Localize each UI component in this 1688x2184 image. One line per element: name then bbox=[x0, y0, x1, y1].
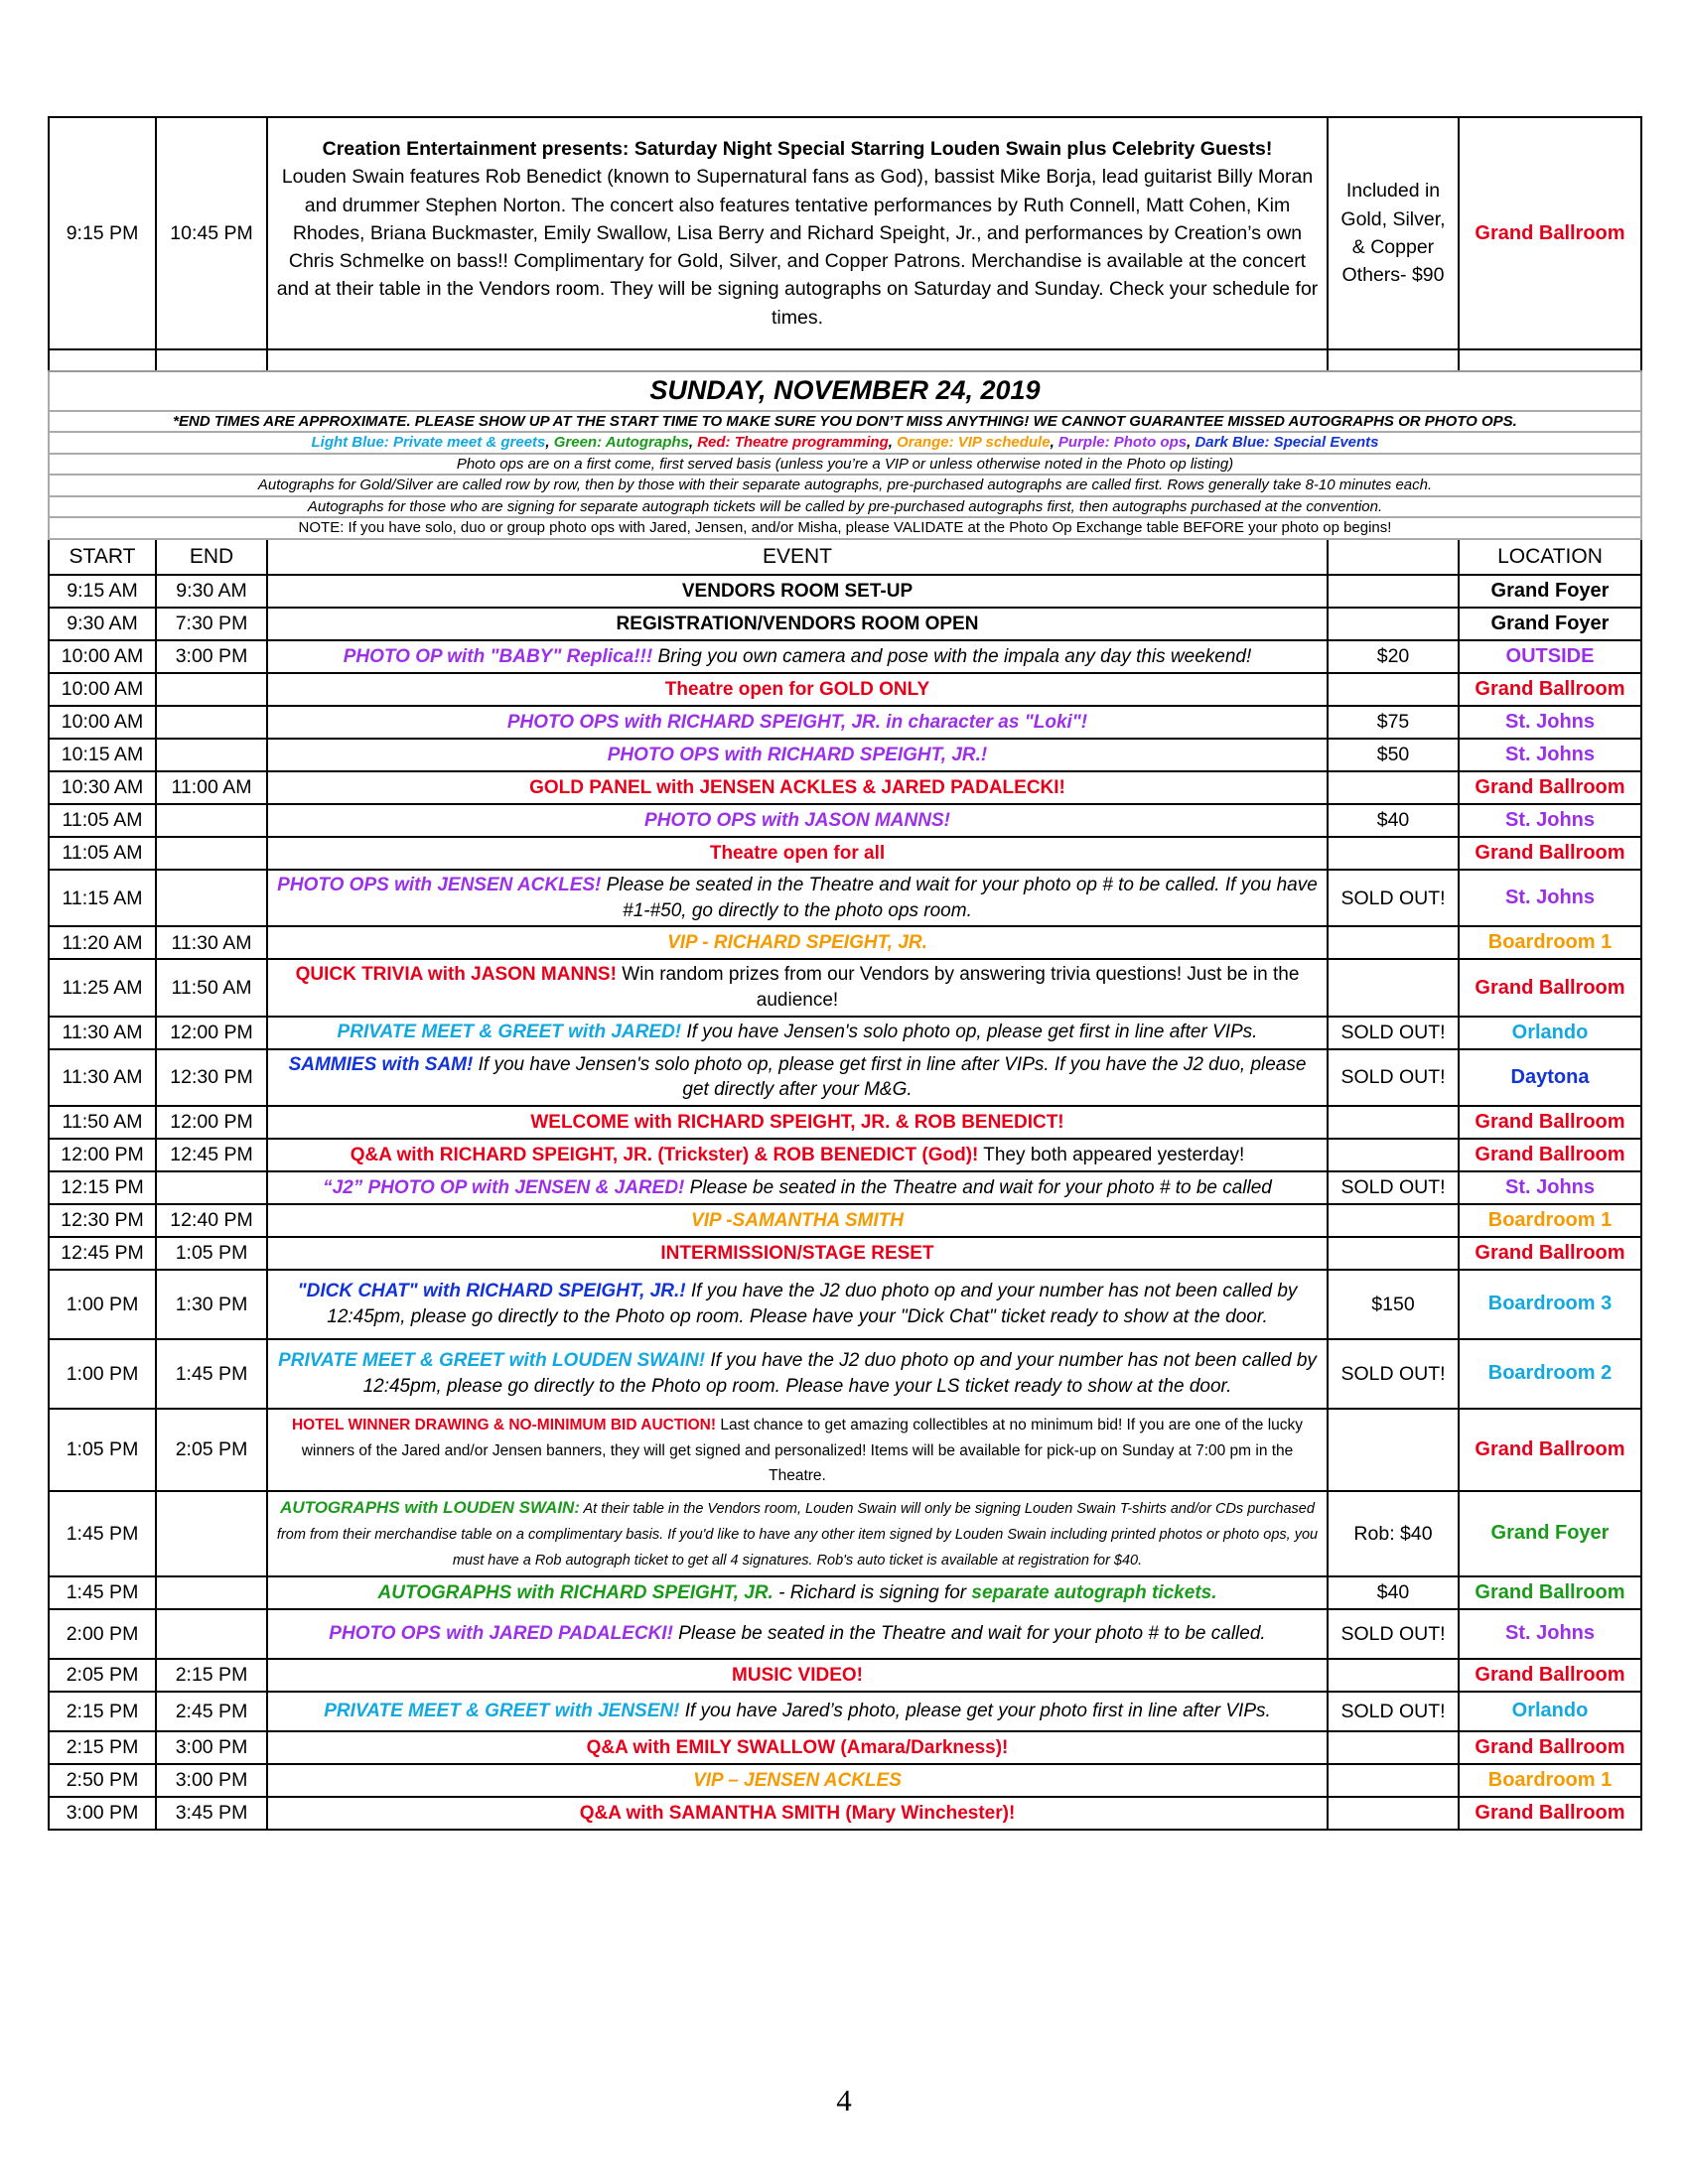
validate-note: NOTE: If you have solo, duo or group photo ops with Jared, Jensen, and/or Misha, please VALIDATE at the Photo Op Exchange table BEFORE your photo op begins! bbox=[298, 519, 1392, 537]
header-end: END bbox=[156, 539, 267, 575]
price: SOLD OUT! bbox=[1328, 1692, 1459, 1731]
event-title: "DICK CHAT" with RICHARD SPEIGHT, JR.! bbox=[297, 1281, 686, 1302]
schedule-row bbox=[49, 837, 1641, 870]
event-title: GOLD PANEL with JENSEN ACKLES & JARED PADALECKI! bbox=[529, 776, 1065, 798]
legend-item: Green: Autographs bbox=[553, 434, 689, 452]
event-title: QUICK TRIVIA with JASON MANNS! bbox=[295, 964, 617, 986]
price: Rob: $40 bbox=[1328, 1491, 1459, 1576]
price bbox=[1328, 608, 1459, 640]
start-time: 9:30 AM bbox=[49, 608, 156, 640]
end-time: 10:45 PM bbox=[156, 117, 267, 349]
location: Grand Ballroom bbox=[1459, 117, 1641, 349]
location: Grand Ballroom bbox=[1459, 837, 1641, 870]
event-cell bbox=[267, 1106, 1328, 1139]
event-description: Please be seated in the Theatre and wait for your photo # to be called. bbox=[672, 1623, 1266, 1645]
event-title: Q&A with SAMANTHA SMITH (Mary Winchester)! bbox=[579, 1802, 1016, 1824]
schedule-row bbox=[49, 673, 1641, 706]
saturday-concert-row bbox=[49, 117, 1641, 349]
start-time: 2:00 PM bbox=[49, 1609, 156, 1659]
schedule-row bbox=[49, 959, 1641, 1016]
banner-cell bbox=[49, 371, 1641, 539]
event-title: PHOTO OPS with JASON MANNS! bbox=[644, 809, 950, 831]
event-description: They both appeared yesterday! bbox=[978, 1144, 1245, 1165]
event-cell bbox=[267, 706, 1328, 739]
end-time: 12:40 PM bbox=[156, 1204, 267, 1237]
price bbox=[1328, 1237, 1459, 1270]
legend-separator: , bbox=[545, 434, 554, 452]
price: SOLD OUT! bbox=[1328, 1609, 1459, 1659]
end-time: 2:15 PM bbox=[156, 1659, 267, 1692]
event-title: Q&A with RICHARD SPEIGHT, JR. (Trickster) & ROB BENEDICT (God)! bbox=[350, 1144, 979, 1165]
event-description: If you have the J2 duo photo op and your number has not been called by 12:45pm, please go directly to the Photo op room. Please have your LS ticket ready to show at the door. bbox=[362, 1350, 1317, 1397]
event-cell bbox=[267, 926, 1328, 959]
event-cell bbox=[267, 1764, 1328, 1797]
price: $40 bbox=[1328, 804, 1459, 837]
location: Orlando bbox=[1459, 1692, 1641, 1731]
event-title: VENDORS ROOM SET-UP bbox=[681, 580, 914, 602]
legend-item: Purple: Photo ops bbox=[1057, 434, 1188, 452]
event-title: PRIVATE MEET & GREET with JENSEN! bbox=[324, 1701, 680, 1722]
price: SOLD OUT! bbox=[1328, 1171, 1459, 1204]
event-title: “J2” PHOTO OP with JENSEN & JARED! bbox=[323, 1176, 685, 1198]
end-time: 1:30 PM bbox=[156, 1270, 267, 1339]
schedule-row bbox=[49, 1692, 1641, 1731]
end-time: 3:45 PM bbox=[156, 1797, 267, 1830]
event-title: Theatre open for GOLD ONLY bbox=[664, 678, 930, 700]
event-cell bbox=[267, 608, 1328, 640]
start-time: 12:45 PM bbox=[49, 1237, 156, 1270]
start-time: 11:30 AM bbox=[49, 1049, 156, 1106]
event-title: PRIVATE MEET & GREET with JARED! bbox=[337, 1022, 682, 1043]
event-cell bbox=[267, 1491, 1328, 1576]
price bbox=[1328, 771, 1459, 804]
price: SOLD OUT! bbox=[1328, 1339, 1459, 1409]
price bbox=[1328, 1764, 1459, 1797]
event-description: If you have Jared’s photo, please get your photo first in line after VIPs. bbox=[679, 1701, 1271, 1722]
start-time: 1:00 PM bbox=[49, 1339, 156, 1409]
spacer-row bbox=[49, 349, 1641, 371]
price bbox=[1328, 1139, 1459, 1171]
start-time: 2:05 PM bbox=[49, 1659, 156, 1692]
event-description: If you have Jensen's solo photo op, please get first in line after VIPs. If you have the J2 duo, please get directly after your M&G. bbox=[473, 1053, 1307, 1101]
schedule-row bbox=[49, 1017, 1641, 1049]
price bbox=[1328, 1409, 1459, 1491]
price: SOLD OUT! bbox=[1328, 870, 1459, 926]
end-time: 3:00 PM bbox=[156, 1764, 267, 1797]
color-legend bbox=[50, 433, 1640, 455]
price bbox=[1328, 673, 1459, 706]
start-time: 10:00 AM bbox=[49, 673, 156, 706]
page-number: 4 bbox=[836, 2083, 852, 2117]
start-time: 12:30 PM bbox=[49, 1204, 156, 1237]
start-time: 12:00 PM bbox=[49, 1139, 156, 1171]
end-time: 7:30 PM bbox=[156, 608, 267, 640]
event-cell bbox=[267, 739, 1328, 771]
event-cell bbox=[267, 1237, 1328, 1270]
schedule-row bbox=[49, 1731, 1641, 1764]
event-description: If you have Jensen's solo photo op, please get first in line after VIPs. bbox=[681, 1022, 1258, 1043]
schedule-row bbox=[49, 1609, 1641, 1659]
autographs-separate-note: Autographs for those who are signing for separate autograph tickets will be called by pre-purchased autographs first, then autographs purchased at the convention. bbox=[50, 497, 1640, 519]
schedule-row bbox=[49, 1171, 1641, 1204]
start-time: 2:50 PM bbox=[49, 1764, 156, 1797]
location: Boardroom 2 bbox=[1459, 1339, 1641, 1409]
end-time: 12:30 PM bbox=[156, 1049, 267, 1106]
price: $40 bbox=[1328, 1576, 1459, 1609]
schedule-row bbox=[49, 1339, 1641, 1409]
location: St. Johns bbox=[1459, 1609, 1641, 1659]
location: Grand Ballroom bbox=[1459, 1106, 1641, 1139]
location: Grand Ballroom bbox=[1459, 1576, 1641, 1609]
price bbox=[1328, 1204, 1459, 1237]
event-title: VIP -SAMANTHA SMITH bbox=[691, 1209, 904, 1231]
legend-separator: , bbox=[1050, 434, 1058, 452]
location: St. Johns bbox=[1459, 1171, 1641, 1204]
event-description-emphasis: separate autograph tickets. bbox=[971, 1581, 1217, 1603]
event-description: If you have the J2 duo photo op and your number has not been called by 12:45pm, please go directly to the Photo op room. Please have your "Dick Chat" ticket ready to show at the door. bbox=[327, 1281, 1298, 1327]
event-title: Theatre open for all bbox=[709, 842, 886, 864]
event-title: SAMMIES with SAM! bbox=[288, 1053, 474, 1075]
start-time: 1:45 PM bbox=[49, 1576, 156, 1609]
location: St. Johns bbox=[1459, 870, 1641, 926]
end-time: 9:30 AM bbox=[156, 575, 267, 608]
header-start: START bbox=[49, 539, 156, 575]
schedule-page bbox=[48, 116, 1640, 1831]
end-time: 1:45 PM bbox=[156, 1339, 267, 1409]
location: Boardroom 1 bbox=[1459, 926, 1641, 959]
location: Grand Ballroom bbox=[1459, 1659, 1641, 1692]
location: Orlando bbox=[1459, 1017, 1641, 1049]
day-heading: SUNDAY, NOVEMBER 24, 2019 bbox=[50, 372, 1640, 412]
legend-separator: , bbox=[1187, 434, 1196, 452]
event-title: VIP – JENSEN ACKLES bbox=[693, 1769, 902, 1791]
schedule-row bbox=[49, 706, 1641, 739]
end-time: 11:00 AM bbox=[156, 771, 267, 804]
end-time bbox=[156, 739, 267, 771]
schedule-row bbox=[49, 575, 1641, 608]
schedule-row bbox=[49, 1797, 1641, 1830]
event-cell bbox=[267, 1017, 1328, 1049]
start-time: 2:15 PM bbox=[49, 1731, 156, 1764]
price bbox=[1328, 926, 1459, 959]
end-time bbox=[156, 673, 267, 706]
location: Grand Ballroom bbox=[1459, 1797, 1641, 1830]
location: St. Johns bbox=[1459, 706, 1641, 739]
end-time bbox=[156, 870, 267, 926]
schedule-row bbox=[49, 1491, 1641, 1576]
event-title: AUTOGRAPHS with LOUDEN SWAIN: bbox=[280, 1498, 580, 1518]
end-time: 1:05 PM bbox=[156, 1237, 267, 1270]
legend-item: Orange: VIP schedule bbox=[897, 434, 1051, 452]
start-time: 11:50 AM bbox=[49, 1106, 156, 1139]
schedule-row bbox=[49, 1270, 1641, 1339]
event-description: Louden Swain features Rob Benedict (known to Supernatural fans as God), bassist Mike Borja, lead guitarist Billy Moran and drummer Stephen Norton. The concert also features tentative performances by Ruth Connell, Matt Cohen, Kim Rhodes, Briana Buckmaster, Emily Swallow, Lisa Berry and Richard Speight, Jr., and performances by Creation’s own Chris Schmelke on bass!! Complimentary for Gold, Silver, and Copper Patrons. Merchandise is available at the concert and at their table in the Vendors room. They will be signing autographs on Saturday and Sunday. Check your schedule for times. bbox=[276, 166, 1319, 329]
start-time: 11:15 AM bbox=[49, 870, 156, 926]
location: Grand Ballroom bbox=[1459, 771, 1641, 804]
event-title: MUSIC VIDEO! bbox=[732, 1664, 863, 1686]
event-cell bbox=[267, 1204, 1328, 1237]
event-cell bbox=[267, 1797, 1328, 1830]
event-cell bbox=[267, 870, 1328, 926]
autographs-gold-note: Autographs for Gold/Silver are called row by row, then by those with their separate autographs, pre-purchased autographs are called first. Rows generally take 8-10 minutes each. bbox=[50, 476, 1640, 497]
event-cell bbox=[267, 771, 1328, 804]
event-title: PHOTO OP with "BABY" Replica!!! bbox=[343, 645, 653, 667]
price bbox=[1328, 575, 1459, 608]
event-cell bbox=[267, 959, 1328, 1016]
event-title: Q&A with EMILY SWALLOW (Amara/Darkness)! bbox=[586, 1736, 1009, 1758]
price bbox=[1328, 1659, 1459, 1692]
location: Boardroom 1 bbox=[1459, 1204, 1641, 1237]
schedule-row bbox=[49, 1049, 1641, 1106]
event-cell bbox=[267, 1339, 1328, 1409]
location: Grand Foyer bbox=[1459, 575, 1641, 608]
event-cell bbox=[267, 1609, 1328, 1659]
schedule-row bbox=[49, 804, 1641, 837]
location: Grand Ballroom bbox=[1459, 673, 1641, 706]
location: Grand Foyer bbox=[1459, 1491, 1641, 1576]
schedule-row bbox=[49, 640, 1641, 673]
legend-item: Dark Blue: Special Events bbox=[1195, 434, 1379, 452]
legend-separator: , bbox=[888, 434, 898, 452]
schedule-row bbox=[49, 608, 1641, 640]
event-title: PHOTO OPS with RICHARD SPEIGHT, JR. in character as "Loki"! bbox=[506, 711, 1088, 733]
event-cell bbox=[267, 1409, 1328, 1491]
event-cell bbox=[267, 1270, 1328, 1339]
end-time: 3:00 PM bbox=[156, 640, 267, 673]
start-time: 9:15 PM bbox=[49, 117, 156, 349]
event-description: - Richard is signing for bbox=[773, 1581, 972, 1603]
schedule-row bbox=[49, 1204, 1641, 1237]
event-description: Bring you own camera and pose with the impala any day this weekend! bbox=[652, 645, 1252, 667]
price bbox=[1328, 1731, 1459, 1764]
photo-ops-note: Photo ops are on a first come, first served basis (unless you’re a VIP or unless otherwise noted in the Photo op listing) bbox=[50, 455, 1640, 477]
location: Grand Ballroom bbox=[1459, 1731, 1641, 1764]
price: $20 bbox=[1328, 640, 1459, 673]
event-cell bbox=[267, 1576, 1328, 1609]
event-title: HOTEL WINNER DRAWING & NO-MINIMUM BID AUCTION! bbox=[291, 1416, 717, 1433]
event-cell bbox=[267, 575, 1328, 608]
price: $50 bbox=[1328, 739, 1459, 771]
location: Daytona bbox=[1459, 1049, 1641, 1106]
schedule-row bbox=[49, 1764, 1641, 1797]
location: Grand Ballroom bbox=[1459, 1139, 1641, 1171]
event-cell bbox=[267, 1731, 1328, 1764]
schedule-row bbox=[49, 926, 1641, 959]
price: SOLD OUT! bbox=[1328, 1049, 1459, 1106]
header-event: EVENT bbox=[267, 539, 1328, 575]
end-time: 3:00 PM bbox=[156, 1731, 267, 1764]
event-cell bbox=[267, 1139, 1328, 1171]
end-time: 11:50 AM bbox=[156, 959, 267, 1016]
end-time bbox=[156, 1171, 267, 1204]
price: Included in Gold, Silver, & Copper Others- $90 bbox=[1328, 117, 1459, 349]
start-time: 1:45 PM bbox=[49, 1491, 156, 1576]
header-location: LOCATION bbox=[1459, 539, 1641, 575]
end-time: 11:30 AM bbox=[156, 926, 267, 959]
schedule-row bbox=[49, 870, 1641, 926]
start-time: 3:00 PM bbox=[49, 1797, 156, 1830]
event-description: Last chance to get amazing collectibles at no minimum bid! If you are one of the lucky winners of the Jared and/or Jensen banners, they will get signed and personalized! Items will be available for pick-up on Sunday at 7:00 pm in the Theatre. bbox=[301, 1416, 1304, 1485]
header-row bbox=[49, 539, 1641, 575]
start-time: 10:00 AM bbox=[49, 640, 156, 673]
location: Grand Ballroom bbox=[1459, 1237, 1641, 1270]
end-time: 2:45 PM bbox=[156, 1692, 267, 1731]
start-time: 11:25 AM bbox=[49, 959, 156, 1016]
start-time: 10:30 AM bbox=[49, 771, 156, 804]
end-time bbox=[156, 837, 267, 870]
start-time: 11:05 AM bbox=[49, 837, 156, 870]
start-time: 10:15 AM bbox=[49, 739, 156, 771]
start-time: 11:20 AM bbox=[49, 926, 156, 959]
banner-row bbox=[49, 371, 1641, 539]
schedule-row bbox=[49, 771, 1641, 804]
location: Grand Foyer bbox=[1459, 608, 1641, 640]
location: Grand Ballroom bbox=[1459, 1409, 1641, 1491]
event-cell bbox=[267, 1692, 1328, 1731]
end-times-note: *END TIMES ARE APPROXIMATE. PLEASE SHOW UP AT THE START TIME TO MAKE SURE YOU DON’T MISS ANYTHING! WE CANNOT GUARANTEE MISSED AUTOGRAPHS OR PHOTO OPS. bbox=[50, 412, 1640, 434]
event-cell bbox=[267, 1049, 1328, 1106]
price bbox=[1328, 837, 1459, 870]
location: Grand Ballroom bbox=[1459, 959, 1641, 1016]
event-cell bbox=[267, 1659, 1328, 1692]
event-cell bbox=[267, 640, 1328, 673]
event-cell bbox=[267, 1171, 1328, 1204]
schedule-row bbox=[49, 1576, 1641, 1609]
start-time: 9:15 AM bbox=[49, 575, 156, 608]
event-title: VIP - RICHARD SPEIGHT, JR. bbox=[667, 932, 927, 954]
start-time: 2:15 PM bbox=[49, 1692, 156, 1731]
event-title: REGISTRATION/VENDORS ROOM OPEN bbox=[616, 613, 979, 634]
start-time: 11:05 AM bbox=[49, 804, 156, 837]
price: $150 bbox=[1328, 1270, 1459, 1339]
end-time bbox=[156, 1491, 267, 1576]
price bbox=[1328, 1797, 1459, 1830]
schedule-row bbox=[49, 1139, 1641, 1171]
event-description: Please be seated in the Theatre and wait for your photo op # to be called. If you have #1-#50, go directly to the photo ops room. bbox=[601, 875, 1318, 921]
event-cell bbox=[267, 117, 1328, 349]
legend-item: Light Blue: Private meet & greets bbox=[311, 434, 546, 452]
event-description: At their table in the Vendors room, Louden Swain will only be signing Louden Swain T-shirts and/or CDs purchased from from their merchandise table on a complimentary basis. If you'd like to have any other item signed by Louden Swain including printed photos or photo ops, you must have a Rob autograph ticket to get all 4 signatures. Rob's auto ticket is available at registration for $40. bbox=[276, 1501, 1319, 1569]
location: St. Johns bbox=[1459, 804, 1641, 837]
location: Boardroom 3 bbox=[1459, 1270, 1641, 1339]
end-time bbox=[156, 1576, 267, 1609]
schedule-row bbox=[49, 739, 1641, 771]
schedule-row bbox=[49, 1237, 1641, 1270]
price bbox=[1328, 1106, 1459, 1139]
event-title: WELCOME with RICHARD SPEIGHT, JR. & ROB BENEDICT! bbox=[530, 1111, 1064, 1133]
legend-separator: , bbox=[688, 434, 698, 452]
start-time: 1:00 PM bbox=[49, 1270, 156, 1339]
end-time: 12:00 PM bbox=[156, 1106, 267, 1139]
event-title: AUTOGRAPHS with RICHARD SPEIGHT, JR. bbox=[377, 1581, 774, 1603]
location: Boardroom 1 bbox=[1459, 1764, 1641, 1797]
price: $75 bbox=[1328, 706, 1459, 739]
legend-item: Red: Theatre programming bbox=[697, 434, 889, 452]
event-title: Creation Entertainment presents: Saturday Night Special Starring Louden Swain plus Celebrity Guests! bbox=[322, 138, 1273, 161]
location: St. Johns bbox=[1459, 739, 1641, 771]
end-time: 2:05 PM bbox=[156, 1409, 267, 1491]
price: SOLD OUT! bbox=[1328, 1017, 1459, 1049]
event-title: PRIVATE MEET & GREET with LOUDEN SWAIN! bbox=[278, 1350, 706, 1372]
event-cell bbox=[267, 673, 1328, 706]
end-time bbox=[156, 706, 267, 739]
end-time bbox=[156, 1609, 267, 1659]
start-time: 11:30 AM bbox=[49, 1017, 156, 1049]
event-description: Please be seated in the Theatre and wait for your photo # to be called bbox=[684, 1176, 1272, 1198]
schedule-row bbox=[49, 1106, 1641, 1139]
event-title: PHOTO OPS with JENSEN ACKLES! bbox=[277, 875, 602, 896]
end-time bbox=[156, 804, 267, 837]
header-price bbox=[1328, 539, 1459, 575]
event-title: INTERMISSION/STAGE RESET bbox=[660, 1242, 934, 1264]
event-cell bbox=[267, 837, 1328, 870]
start-time: 1:05 PM bbox=[49, 1409, 156, 1491]
price bbox=[1328, 959, 1459, 1016]
event-cell bbox=[267, 804, 1328, 837]
event-description: Win random prizes from our Vendors by answering trivia questions! Just be in the audience! bbox=[616, 964, 1300, 1012]
event-title: PHOTO OPS with JARED PADALECKI! bbox=[329, 1623, 673, 1645]
schedule-row bbox=[49, 1659, 1641, 1692]
schedule-row bbox=[49, 1409, 1641, 1491]
schedule-table bbox=[48, 116, 1642, 1831]
start-time: 12:15 PM bbox=[49, 1171, 156, 1204]
start-time: 10:00 AM bbox=[49, 706, 156, 739]
location: OUTSIDE bbox=[1459, 640, 1641, 673]
end-time: 12:45 PM bbox=[156, 1139, 267, 1171]
end-time: 12:00 PM bbox=[156, 1017, 267, 1049]
event-title: PHOTO OPS with RICHARD SPEIGHT, JR.! bbox=[607, 744, 988, 765]
